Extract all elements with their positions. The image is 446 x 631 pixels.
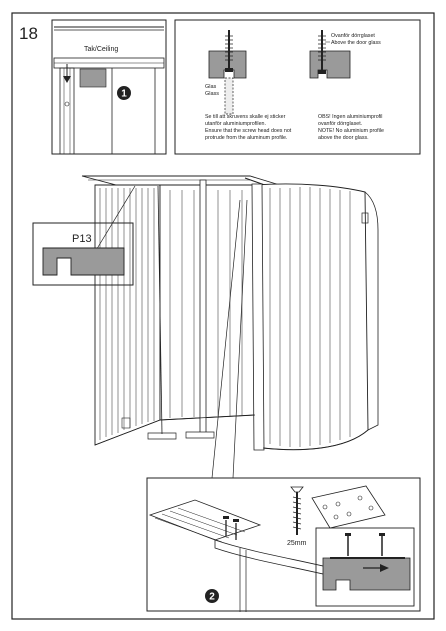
glass-pane (225, 78, 233, 114)
right-note-line-3: NOTE! No aluminium profile (318, 128, 384, 134)
above-door-label-sv: Ovanför dörrglaset (331, 33, 375, 39)
door-post (240, 548, 246, 612)
left-screw-head (225, 68, 233, 72)
left-note-line-4: protrude from the aluminum profile. (205, 135, 288, 141)
front-post (252, 184, 264, 450)
left-note-line-2: utanför aluminiumprofilen. (205, 121, 266, 127)
ceiling-gray-block (80, 69, 106, 87)
center-post (200, 180, 206, 436)
p13-profile-shape (43, 248, 124, 275)
small-screw-head-2 (233, 519, 239, 522)
left-note-line-1: Se till att skruvens skalle ej sticker (205, 114, 286, 120)
inset-screw-head-1 (345, 533, 351, 536)
bottom-detail-frame (147, 478, 420, 611)
ceiling-detail-frame (52, 20, 166, 154)
screw-25mm-icon (291, 487, 303, 535)
curved-profile (215, 540, 340, 578)
step-number: 18 (19, 24, 38, 43)
bottom-detail-panel (147, 478, 420, 612)
small-screw-head-1 (223, 516, 229, 519)
profile-detail-panel (175, 20, 420, 154)
right-note-line-4: above the door glass. (318, 135, 369, 141)
left-note-line-3: Ensure that the screw head does not (205, 128, 292, 134)
ceiling-label: Tak/Ceiling (84, 46, 119, 53)
p13-code: P13 (72, 233, 92, 245)
big-screw-head (291, 487, 303, 492)
right-aluminium-profile (310, 51, 350, 78)
above-door-label-en: Above the door glass (331, 40, 381, 46)
callout-1-number: 1 (121, 88, 127, 100)
callout-2-number: 2 (209, 591, 215, 603)
left-aluminium-profile (209, 51, 246, 78)
wall-screw-hole (65, 102, 69, 106)
screw-length-label: 25mm (287, 540, 307, 547)
right-note-line-1: OBS! Ingen aluminiumprofil (318, 114, 383, 120)
right-screw-head (318, 70, 326, 74)
inset-screws (348, 536, 382, 556)
inset-profile (323, 558, 410, 590)
wall-panel-top (150, 500, 260, 540)
shower-cabin-drawing (82, 176, 378, 478)
left-wall (95, 185, 160, 445)
right-note-line-2: ovanför dörrglaset. (318, 121, 363, 127)
inset-screw-head-2 (379, 533, 385, 536)
glass-label-sv: Glas (205, 84, 217, 90)
ceiling-detail-panel (52, 20, 166, 154)
right-curved-wall (255, 184, 368, 450)
center-post-foot (186, 432, 214, 438)
back-wall (160, 185, 255, 420)
glass-label-en: Glass (205, 91, 220, 97)
